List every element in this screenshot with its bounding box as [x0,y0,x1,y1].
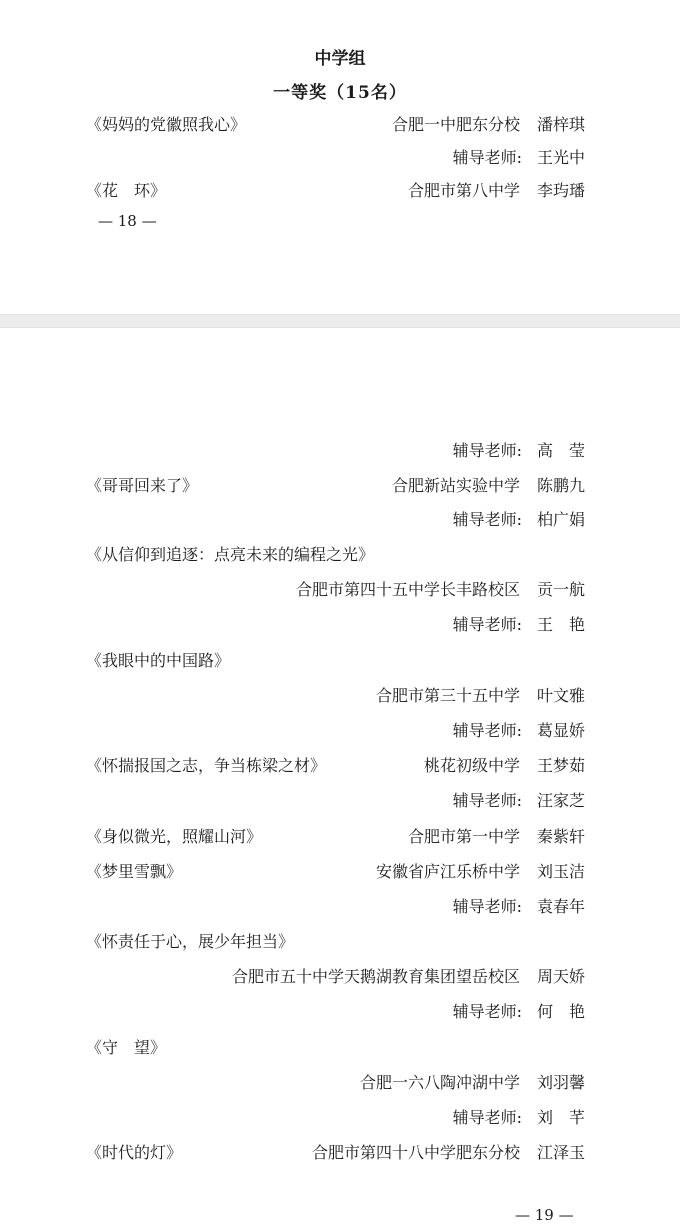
school-name: 合肥市五十中学天鹅湖教育集团望岳校区 [231,967,520,986]
school-name: 合肥市第八中学 [407,181,520,200]
work-title: 《时代的灯》 [86,1143,183,1162]
entry-line [0,822,680,852]
teacher-line [0,143,680,173]
entry-line [0,1138,680,1168]
school-name: 合肥市第三十五中学 [375,686,520,705]
teacher-line [0,786,680,816]
teacher-label: 辅导老师: [452,441,522,460]
student-name: 叶文雅 [537,686,586,705]
teacher-label: 辅导老师: [452,721,522,740]
work-title: 《我眼中的中国路》 [86,651,231,670]
student-name: 秦紫轩 [537,827,586,846]
school-name: 合肥市第四十五中学长丰路校区 [295,580,520,599]
teacher-name: 王光中 [537,148,586,167]
work-title: 《怀揣报国之志，争当栋梁之材》 [86,756,327,775]
teacher-name: 袁春年 [537,897,586,916]
student-name: 王梦茹 [537,756,586,775]
teacher-label: 辅导老师: [452,1002,522,1021]
page-18 [0,0,680,314]
student-name: 刘羽馨 [537,1073,586,1092]
teacher-name: 刘 芊 [537,1108,586,1127]
page-number: — 19 — [515,1206,574,1224]
entry-line [0,646,680,676]
school-name: 合肥新站实验中学 [391,476,520,495]
entry-line [0,857,680,887]
entry-line [0,110,680,140]
work-title: 《哥哥回来了》 [86,476,199,495]
teacher-name: 王 艳 [537,615,586,634]
school-name: 合肥市第一中学 [407,827,520,846]
teacher-label: 辅导老师: [452,510,522,529]
entry-line [0,927,680,957]
teacher-name: 何 艳 [537,1002,586,1021]
school-name: 合肥一六八陶冲湖中学 [359,1073,520,1092]
teacher-line [0,505,680,535]
teacher-label: 辅导老师: [452,897,522,916]
work-title: 《梦里雪飘》 [86,862,183,881]
teacher-label: 辅导老师: [452,1108,522,1127]
school-name: 合肥市第四十八中学肥东分校 [311,1143,520,1162]
teacher-line [0,997,680,1027]
teacher-name: 柏广娟 [537,510,586,529]
teacher-line [0,892,680,922]
work-title: 《身似微光，照耀山河》 [86,827,263,846]
entry-line [0,176,680,206]
student-name: 江泽玉 [537,1143,586,1162]
student-name: 潘梓琪 [537,115,586,134]
entry-line [0,1068,680,1098]
teacher-line [0,716,680,746]
teacher-line [0,1103,680,1133]
entry-line [0,1033,680,1063]
teacher-name: 葛显娇 [537,721,586,740]
school-name: 安徽省庐江乐桥中学 [375,862,520,881]
student-name: 李玙璠 [537,181,586,200]
teacher-label: 辅导老师: [452,148,522,167]
work-title: 《花 环》 [86,181,167,200]
work-title: 《妈妈的党徽照我心》 [86,115,247,134]
teacher-label: 辅导老师: [452,791,522,810]
teacher-line [0,436,680,466]
work-title: 《怀责任于心，展少年担当》 [86,932,295,951]
entry-line [0,575,680,605]
entry-line [0,962,680,992]
entry-line [0,471,680,501]
page-divider [0,314,680,328]
work-title: 《守 望》 [86,1038,167,1057]
prize-title: 一等奖（15名） [273,83,407,103]
page-number: — 18 — [98,212,157,230]
teacher-name: 汪家芝 [537,791,586,810]
page-19 [0,328,680,1227]
entry-line [0,751,680,781]
entry-line [0,540,680,570]
school-name: 桃花初级中学 [423,756,520,775]
school-name: 合肥一中肥东分校 [391,115,520,134]
group-title: 中学组 [314,49,366,69]
entry-line [0,681,680,711]
student-name: 陈鹏九 [537,476,586,495]
student-name: 周天娇 [537,967,586,986]
work-title: 《从信仰到追逐：点亮未来的编程之光》 [86,545,375,564]
teacher-line [0,610,680,640]
teacher-label: 辅导老师: [452,615,522,634]
teacher-name: 高 莹 [537,441,586,460]
student-name: 贡一航 [537,580,586,599]
student-name: 刘玉洁 [537,862,586,881]
